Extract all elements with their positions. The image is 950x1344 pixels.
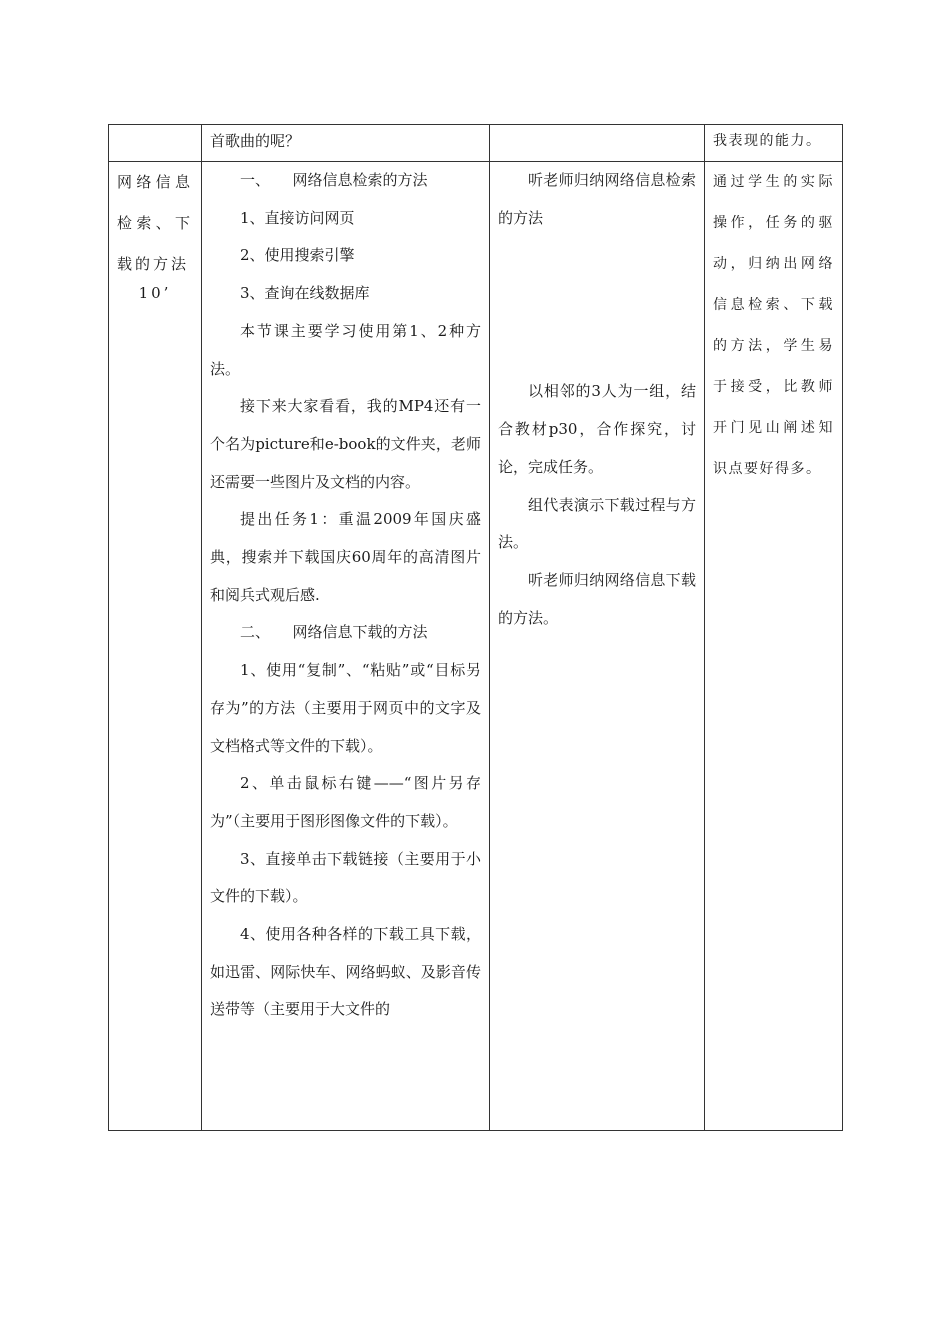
top-cell-2 [202, 125, 490, 162]
teacher-line-10: 2、单击鼠标右键——“图片另存为”（主要用于图形图像文件的下载）。 [210, 774, 481, 830]
teacher-line-8: 二、 网络信息下载的方法 [240, 623, 428, 642]
teacher-line-4: 3、查询在线数据库 [240, 284, 370, 303]
top-cell-4 [705, 125, 843, 162]
student-line-1: 听老师归纳网络信息检索的方法 [498, 171, 696, 227]
teacher-line-3: 2、使用搜索引擎 [240, 246, 355, 265]
teacher-line-12: 4、使用各种各样的下载工具下载，如迅雷、网际快车、网络蚂蚁、及影音传送带等（主要用于大文件的 [210, 925, 481, 1019]
top-cell-1 [109, 125, 202, 162]
teacher-line-7: 提出任务1：重温2009年国庆盛典，搜索并下载国庆60周年的高清图片和阅兵式观后感. [210, 510, 481, 604]
teacher-line-2: 1、直接访问网页 [240, 208, 355, 227]
teacher-line-5: 本节课主要学习使用第1、2种方法。 [210, 321, 481, 378]
teacher-line-9: 1、使用“复制”、“粘贴”或“目标另存为”的方法（主要用于网页中的文字及文档格式等文件的下载）。 [210, 661, 481, 755]
top-cell-4-text: 我表现的能力。 [713, 133, 822, 149]
student-activity-cell [490, 162, 705, 1131]
student-line-2: 以相邻的3人为一组，结合教材p30，合作探究，讨论，完成任务。 [498, 382, 696, 476]
spacer [498, 237, 696, 373]
teacher-line-6: 接下来大家看看，我的MP4还有一个名为picture和e-book的文件夹，老师还需要一些图片及文档的内容。 [210, 397, 481, 491]
design-intent-cell [705, 162, 843, 1131]
top-cell-3 [490, 125, 705, 162]
table-row [109, 125, 843, 162]
table-row [109, 162, 843, 1131]
teacher-activity-cell [202, 162, 490, 1131]
design-intent-text: 通过学生的实际操作，任务的驱动，归纳出网络信息检索、下载的方法，学生易于接受，比教师开门见山阐述知识点要好得多。 [713, 174, 834, 477]
lesson-plan-table [108, 124, 843, 1131]
section-title: 网络信息检索、下载的方法 [117, 173, 193, 273]
top-cell-2-text: 首歌曲的呢？ [210, 132, 301, 150]
teacher-line-11: 3、直接单击下载链接（主要用于小文件的下载）。 [210, 849, 481, 906]
student-line-3: 组代表演示下载过程与方法。 [498, 495, 696, 552]
teacher-line-1: 一、 网络信息检索的方法 [240, 171, 428, 189]
section-title-cell [109, 162, 202, 1131]
student-line-4: 听老师归纳网络信息下载的方法。 [498, 570, 696, 627]
section-time: 10’ [138, 284, 172, 302]
